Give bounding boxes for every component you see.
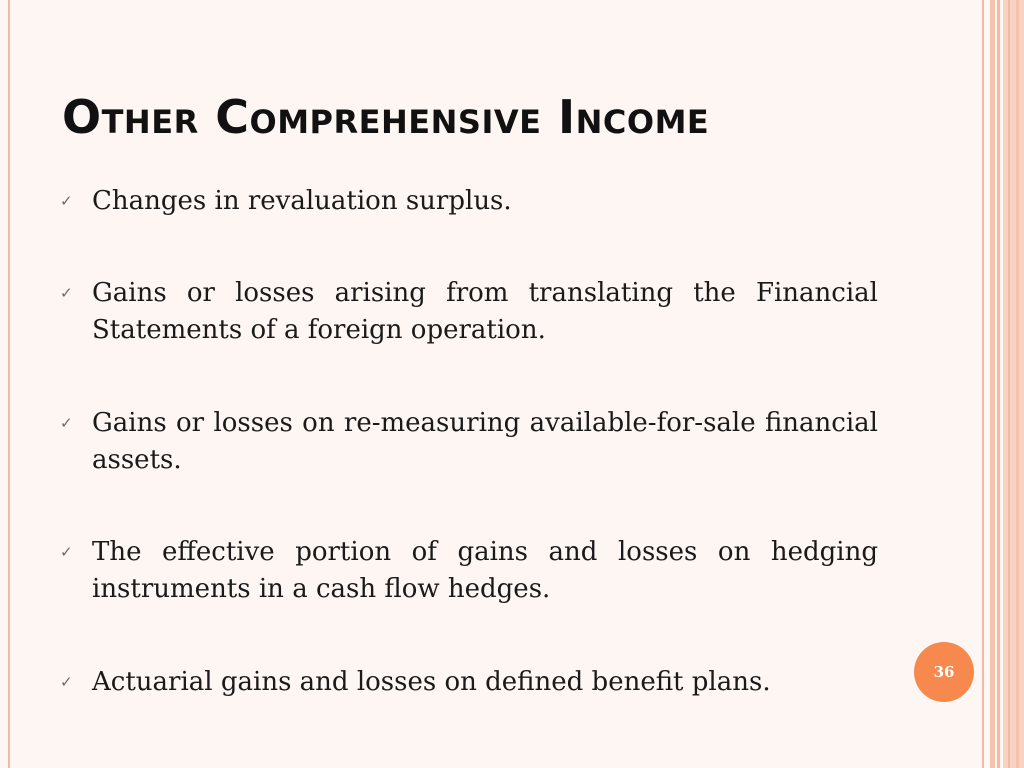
check-mark-icon: ✓ [60,192,73,210]
slide-title: Other Comprehensive Income [62,90,710,144]
right-border-line [997,0,1000,768]
bullet-item [60,405,878,479]
left-border-line [8,0,10,768]
right-border-band [1003,0,1024,768]
bullet-item [60,664,878,701]
right-border-line [1016,0,1019,768]
check-mark-icon: ✓ [60,543,73,561]
bullet-item [60,183,878,220]
right-border-line [982,0,984,768]
check-mark-icon: ✓ [60,673,73,691]
bullet-text: Gains or losses on re-measuring available-for-sale financial assets. [92,408,878,475]
right-border-line [990,0,995,768]
bullet-text: Gains or losses arising from translating the Financial Statements of a foreign operation. [92,278,878,345]
right-border-line [1008,0,1010,768]
bullet-text: Changes in revaluation surplus. [92,186,512,216]
page-number-badge: 36 [914,642,974,702]
check-mark-icon: ✓ [60,284,73,302]
bullet-text: The effective portion of gains and losses on hedging instruments in a cash flow hedges. [92,537,878,604]
bullet-text: Actuarial gains and losses on defined benefit plans. [92,667,771,697]
bullet-item [60,275,878,349]
check-mark-icon: ✓ [60,414,73,432]
bullet-list [60,183,878,701]
bullet-item [60,534,878,608]
